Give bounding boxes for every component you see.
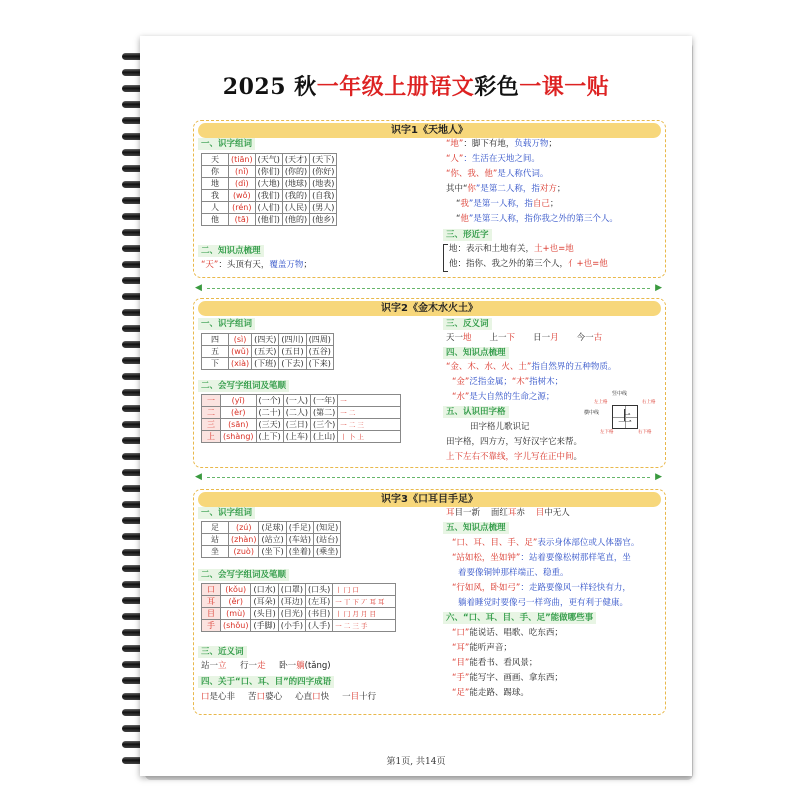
tzg2-b: 正中间 bbox=[548, 452, 574, 462]
top-e: 赤 bbox=[516, 508, 525, 518]
lesson3-sec4: 四、关于“口、耳、目”的四字成语 bbox=[198, 676, 334, 688]
word-cell: (四周) bbox=[306, 334, 333, 346]
lesson3-sec6: 六、“口、耳、目、手、足”能做哪些事 bbox=[443, 612, 596, 624]
k2-c: “木” bbox=[511, 377, 530, 387]
top-d: 耳 bbox=[507, 508, 517, 518]
antonym-right: 地 bbox=[463, 333, 472, 343]
word-cell: (书目) bbox=[305, 608, 332, 620]
ni-b: 你 bbox=[467, 184, 476, 194]
tzg-line2 bbox=[446, 451, 582, 464]
organ: “耳” bbox=[452, 643, 470, 653]
pinyin-cell: (wǔ) bbox=[229, 346, 252, 358]
stroke-order-cell bbox=[338, 407, 401, 419]
top-f: 目 bbox=[535, 508, 545, 518]
word-cell: (人民) bbox=[282, 202, 309, 214]
wo-a: “ bbox=[456, 199, 461, 209]
ability-item bbox=[452, 672, 563, 685]
jin-c: 行一 bbox=[240, 661, 258, 671]
ability-item bbox=[452, 687, 529, 700]
p1-b: 表示身体部位或人体器官。 bbox=[537, 538, 640, 548]
word-cell: (上山) bbox=[311, 431, 338, 443]
table-row bbox=[202, 358, 334, 370]
xj2-formula: 亻+也=他 bbox=[568, 259, 608, 269]
word-cell: (我们) bbox=[255, 190, 282, 202]
char-cell: 目 bbox=[202, 608, 221, 620]
table-row bbox=[202, 346, 334, 358]
tian-hl: 覆盖万物 bbox=[269, 260, 304, 270]
stroke-order: 一 丅 下 丆 耳 耳 bbox=[335, 598, 385, 606]
word-cell: (天下) bbox=[310, 154, 337, 166]
ability-text: 能听声音； bbox=[469, 643, 512, 653]
antonym-left: 天一 bbox=[446, 333, 464, 343]
pinyin-cell: (sì) bbox=[229, 334, 252, 346]
word-cell: (口头) bbox=[305, 584, 332, 596]
word-cell: (坐着) bbox=[286, 546, 313, 558]
table-row bbox=[202, 334, 334, 346]
p3-b: ：走路要像风一样轻快有力， bbox=[520, 583, 631, 593]
word-cell: (耳朵) bbox=[251, 596, 278, 608]
pinyin-cell: (tā) bbox=[229, 214, 256, 226]
lesson2-sec3: 三、反义词 bbox=[443, 318, 492, 330]
table-row bbox=[202, 534, 341, 546]
k2-d: 指树木； bbox=[529, 377, 564, 387]
table-row bbox=[202, 620, 396, 632]
tian-key: “天” bbox=[201, 260, 219, 270]
pinyin-cell: (zhàn) bbox=[229, 534, 259, 546]
tzg-title: 田字格儿歌识记 bbox=[470, 422, 530, 432]
pinyin-cell: (rén) bbox=[229, 202, 256, 214]
table-row bbox=[202, 395, 401, 407]
word-cell: (你的) bbox=[282, 166, 309, 178]
char-cell: 天 bbox=[202, 154, 229, 166]
char-cell: 手 bbox=[202, 620, 221, 632]
char-cell: 足 bbox=[202, 522, 229, 534]
lesson1-word-table bbox=[201, 153, 337, 226]
stroke-order-cell bbox=[333, 608, 396, 620]
word-cell: (二十) bbox=[256, 407, 283, 419]
lesson2-sec2: 二、会写字组词及笔顺 bbox=[198, 380, 289, 392]
pinyin-cell: (shǒu) bbox=[221, 620, 251, 632]
lesson1-sec2: 二、知识点梳理 bbox=[198, 245, 264, 257]
char-cell: 坐 bbox=[202, 546, 229, 558]
word-cell: (站台) bbox=[313, 534, 340, 546]
ta-b: 他 bbox=[460, 214, 469, 224]
lesson1-xj2 bbox=[449, 258, 608, 271]
separator-2: ◀ ▶ bbox=[195, 472, 662, 482]
lesson2-sec1: 一、识字组词 bbox=[198, 318, 255, 330]
char-cell: 二 bbox=[202, 407, 221, 419]
word-cell: (他们) bbox=[255, 214, 282, 226]
lesson1-xj1 bbox=[449, 243, 574, 256]
lesson1-sec1: 一、识字组词 bbox=[198, 138, 255, 150]
tzg-yx: 右下格 bbox=[638, 430, 652, 435]
pinyin-cell: (xià) bbox=[229, 358, 252, 370]
k1-key: “金、木、水、火、土” bbox=[446, 362, 532, 372]
word-cell: (五谷) bbox=[306, 346, 333, 358]
tian-text: ：头顶有天， bbox=[218, 260, 270, 270]
word-cell: (五日) bbox=[279, 346, 306, 358]
table-row bbox=[202, 178, 337, 190]
char-cell: 上 bbox=[202, 431, 221, 443]
k3-b: 是大自然的生命之源； bbox=[469, 392, 555, 402]
xj1-formula: 土+也=地 bbox=[534, 244, 574, 254]
lesson1-tian bbox=[201, 259, 312, 272]
k3-a: “水” bbox=[452, 392, 470, 402]
word-cell: (一年) bbox=[311, 395, 338, 407]
wo-b: 我 bbox=[460, 199, 469, 209]
antonym-right: 古 bbox=[593, 333, 603, 343]
lesson2-sec4: 四、知识点梳理 bbox=[443, 347, 509, 359]
p2-a: “站如松，坐如钟” bbox=[452, 553, 521, 563]
pinyin-cell: (zú) bbox=[229, 522, 259, 534]
ability-text: 能说话、唱歌、吃东西； bbox=[469, 628, 563, 638]
lesson3-top-idioms bbox=[446, 507, 570, 520]
word-cell: (目光) bbox=[278, 608, 305, 620]
table-row bbox=[202, 546, 341, 558]
lesson1-wo bbox=[456, 198, 558, 211]
stroke-order: 丨 冂 月 月 目 bbox=[335, 610, 376, 618]
jin-f: 躺 bbox=[296, 661, 305, 671]
tzg-ys: 右上格 bbox=[642, 400, 656, 405]
table-row bbox=[202, 166, 337, 178]
title-lesson: 一课一贴 bbox=[519, 74, 610, 100]
title-season: 秋 bbox=[294, 74, 317, 100]
k2-b: 泛指金属； bbox=[469, 377, 512, 387]
word-cell: (天气) bbox=[255, 154, 282, 166]
word-cell: (你好) bbox=[310, 166, 337, 178]
lesson3-p2 bbox=[452, 552, 631, 565]
tzg-zx: 左下格 bbox=[600, 430, 614, 435]
stroke-order-cell bbox=[338, 431, 401, 443]
bracket bbox=[443, 244, 448, 272]
top-a: 耳 bbox=[446, 508, 455, 518]
ta-a: “ bbox=[456, 214, 461, 224]
antonym-left: 今一 bbox=[576, 333, 594, 343]
word-cell: (上下) bbox=[256, 431, 283, 443]
table-row bbox=[202, 190, 337, 202]
antonym-left: 上一 bbox=[489, 333, 507, 343]
char-cell: 他 bbox=[202, 214, 229, 226]
word-cell: (一个) bbox=[256, 395, 283, 407]
word-cell: (下来) bbox=[306, 358, 333, 370]
word-cell: (三个) bbox=[311, 419, 338, 431]
ta-c: ”是第三人称，指你我之外的第三个人。 bbox=[468, 214, 618, 224]
title-color: 彩色 bbox=[474, 74, 520, 100]
tianzige-diagram: 上 bbox=[612, 405, 638, 429]
tzg-heng: 横中线 bbox=[584, 410, 600, 416]
lesson1-ta bbox=[456, 213, 618, 226]
char-cell: 耳 bbox=[202, 596, 221, 608]
word-cell: (上车) bbox=[283, 431, 310, 443]
idiom: 苦口婆心 bbox=[248, 692, 283, 702]
k1-text: 指自然界的五种物质。 bbox=[531, 362, 617, 372]
lesson2-antonyms bbox=[446, 332, 620, 345]
pinyin-cell: (ěr) bbox=[221, 596, 251, 608]
char-cell: 地 bbox=[202, 178, 229, 190]
word-cell: (左耳) bbox=[305, 596, 332, 608]
stroke-order: 丨 卜 上 bbox=[340, 433, 364, 441]
word-cell: (站立) bbox=[259, 534, 286, 546]
ability-item bbox=[452, 627, 563, 640]
word-cell: (三日) bbox=[283, 419, 310, 431]
lesson3-p3 bbox=[452, 582, 631, 595]
lesson2-k1 bbox=[446, 361, 616, 374]
word-cell: (地球) bbox=[282, 178, 309, 190]
organ: “口” bbox=[452, 628, 470, 638]
nwt-text: 是人称代词。 bbox=[497, 169, 549, 179]
word-cell: (下去) bbox=[279, 358, 306, 370]
table-row bbox=[202, 584, 396, 596]
title-year: 2025 bbox=[222, 74, 286, 100]
jin-a: 站一 bbox=[201, 661, 219, 671]
tzg2-a: 上下左右不靠线，字儿写在 bbox=[446, 452, 549, 462]
lesson3-word-table bbox=[201, 521, 341, 558]
char-cell: 三 bbox=[202, 419, 221, 431]
lesson3-p2c: 着要像铜钟那样端正、稳重。 bbox=[458, 568, 569, 578]
char-cell: 人 bbox=[202, 202, 229, 214]
word-cell: (第二) bbox=[311, 407, 338, 419]
table-row bbox=[202, 407, 401, 419]
lesson3-idioms bbox=[201, 691, 389, 704]
top-b: 目一新 bbox=[454, 508, 481, 518]
ren-text: ：生活在天地之间。 bbox=[463, 154, 540, 164]
word-cell: (男人) bbox=[310, 202, 337, 214]
di-end: ； bbox=[548, 139, 557, 149]
word-cell: (人们) bbox=[255, 202, 282, 214]
title-grade: 一年级上册语文 bbox=[316, 74, 475, 100]
word-cell: (二人) bbox=[283, 407, 310, 419]
di-hl: 负载万物 bbox=[514, 139, 549, 149]
word-cell: (五天) bbox=[252, 346, 279, 358]
word-cell: (口水) bbox=[251, 584, 278, 596]
char-cell: 五 bbox=[202, 346, 229, 358]
ni-d: 对方 bbox=[539, 184, 557, 194]
word-cell: (四天) bbox=[252, 334, 279, 346]
pinyin-cell: (èr) bbox=[221, 407, 257, 419]
tzg-zs: 左上格 bbox=[594, 400, 608, 405]
jin-g: (tǎng) bbox=[304, 661, 331, 671]
pinyin-cell: (zuò) bbox=[229, 546, 259, 558]
lesson2-header: 识字2《金木水火土》 bbox=[198, 301, 661, 316]
stroke-order-cell bbox=[333, 596, 396, 608]
ni-a: 其中“ bbox=[446, 184, 468, 194]
pinyin-cell: (mù) bbox=[221, 608, 251, 620]
word-cell: (坐下) bbox=[259, 546, 286, 558]
pinyin-cell: (wǒ) bbox=[229, 190, 256, 202]
ren-key: “人” bbox=[446, 154, 464, 164]
lesson3-p1 bbox=[452, 537, 639, 550]
pinyin-cell: (kǒu) bbox=[221, 584, 251, 596]
organ: “足” bbox=[452, 688, 470, 698]
page-footer: 第1页, 共14页 bbox=[386, 757, 446, 767]
wo-c: ”是第一人称，指 bbox=[468, 199, 533, 209]
tzg-shu: 竖中线 bbox=[612, 391, 628, 397]
word-cell: (口罩) bbox=[278, 584, 305, 596]
nwt-key: “你、我、他” bbox=[446, 169, 498, 179]
ni-e: ； bbox=[556, 184, 566, 194]
word-cell: (下班) bbox=[252, 358, 279, 370]
table-row bbox=[202, 419, 401, 431]
top-c: 面红 bbox=[490, 508, 508, 518]
word-cell: (我的) bbox=[282, 190, 309, 202]
lesson2-write-table bbox=[201, 394, 401, 443]
wo-d: 自己 bbox=[532, 199, 550, 209]
word-cell: (他的) bbox=[282, 214, 309, 226]
table-row bbox=[202, 154, 337, 166]
table-row bbox=[202, 431, 401, 443]
lesson3-write-table bbox=[201, 583, 396, 632]
p3-a: “行如风，卧如弓” bbox=[452, 583, 521, 593]
lesson1-ni bbox=[446, 183, 565, 196]
idiom: 心直口快 bbox=[295, 692, 330, 702]
lesson1-sec3: 三、形近字 bbox=[443, 229, 492, 241]
pinyin-cell: (nǐ) bbox=[229, 166, 256, 178]
char-cell: 站 bbox=[202, 534, 229, 546]
tzg2-c: 。 bbox=[573, 452, 583, 462]
ability-text: 能走路、踢球。 bbox=[469, 688, 529, 698]
word-cell: (你们) bbox=[255, 166, 282, 178]
antonym-left: 日一 bbox=[533, 333, 551, 343]
organ: “目” bbox=[452, 658, 470, 668]
stroke-order-cell bbox=[338, 419, 401, 431]
stroke-order: 一 二 三 bbox=[340, 421, 364, 429]
ability-item bbox=[452, 642, 512, 655]
lesson3-sec5: 五、知识点梳理 bbox=[443, 522, 509, 534]
word-cell: (天才) bbox=[282, 154, 309, 166]
separator-1: ◀ ▶ bbox=[195, 283, 662, 293]
word-cell: (小手) bbox=[278, 620, 305, 632]
lesson2-k3 bbox=[452, 391, 554, 404]
word-cell: (人手) bbox=[305, 620, 332, 632]
pinyin-cell: (tiān) bbox=[229, 154, 256, 166]
stroke-order-cell bbox=[338, 395, 401, 407]
char-cell: 下 bbox=[202, 358, 229, 370]
jin-b: 立 bbox=[218, 661, 227, 671]
word-cell: (知足) bbox=[313, 522, 340, 534]
word-cell: (头目) bbox=[251, 608, 278, 620]
jin-e: 卧一 bbox=[279, 661, 297, 671]
stroke-order: 一 二 三 手 bbox=[335, 622, 368, 630]
pinyin-cell: (yī) bbox=[221, 395, 257, 407]
pinyin-cell: (dì) bbox=[229, 178, 256, 190]
char-cell: 我 bbox=[202, 190, 229, 202]
table-row bbox=[202, 522, 341, 534]
di-text: ：脚下有地， bbox=[463, 139, 515, 149]
table-row bbox=[202, 608, 396, 620]
word-cell: (地表) bbox=[310, 178, 337, 190]
word-cell: (他乡) bbox=[310, 214, 337, 226]
lesson3-p3c: 躺着睡觉时要像弓一样弯曲，更有利于健康。 bbox=[458, 598, 629, 608]
stroke-order: 丨 冂 口 bbox=[335, 586, 359, 594]
word-cell: (自我) bbox=[310, 190, 337, 202]
lesson2-word-table bbox=[201, 333, 334, 370]
jin-d: 走 bbox=[257, 661, 266, 671]
lesson1-header: 识字1《天地人》 bbox=[198, 123, 661, 138]
char-cell: 你 bbox=[202, 166, 229, 178]
tzg-line1: 田字格，四方方，写好汉字它来帮。 bbox=[446, 437, 583, 447]
word-cell: (三天) bbox=[256, 419, 283, 431]
stroke-order: 一 二 bbox=[340, 409, 356, 417]
lesson3-sec3: 三、近义词 bbox=[198, 646, 247, 658]
stroke-order-cell bbox=[333, 620, 396, 632]
lesson2-sec5: 五、认识田字格 bbox=[443, 406, 509, 418]
word-cell: (乘坐) bbox=[313, 546, 340, 558]
char-cell: 四 bbox=[202, 334, 229, 346]
table-row bbox=[202, 202, 337, 214]
table-row bbox=[202, 596, 396, 608]
xj1-text: 地：表示和土地有关， bbox=[449, 244, 535, 254]
ability-text: 能写字、画画、拿东西； bbox=[469, 673, 563, 683]
lesson3-header: 识字3《口耳目手足》 bbox=[198, 492, 661, 507]
p1-a: “口、耳、目、手、足” bbox=[452, 538, 538, 548]
word-cell: (耳边) bbox=[278, 596, 305, 608]
antonym-right: 下 bbox=[506, 333, 516, 343]
char-cell: 一 bbox=[202, 395, 221, 407]
word-cell: (一人) bbox=[283, 395, 310, 407]
word-cell: (手足) bbox=[286, 522, 313, 534]
idiom: 口是心非 bbox=[201, 692, 236, 702]
organ: “手” bbox=[452, 673, 470, 683]
pinyin-cell: (shàng) bbox=[221, 431, 257, 443]
lesson3-sec2: 二、会写字组词及笔顺 bbox=[198, 569, 289, 581]
ability-text: 能看书、看风景； bbox=[469, 658, 538, 668]
idiom: 一目十行 bbox=[342, 692, 377, 702]
table-row bbox=[202, 214, 337, 226]
word-cell: (手脚) bbox=[251, 620, 278, 632]
page-title bbox=[140, 70, 692, 101]
lesson1-nwt bbox=[446, 168, 548, 181]
pinyin-cell: (sān) bbox=[221, 419, 257, 431]
ni-c: ”是第二人称，指 bbox=[475, 184, 540, 194]
lesson1-di bbox=[446, 138, 557, 151]
k2-a: “金” bbox=[452, 377, 470, 387]
word-cell: (大地) bbox=[255, 178, 282, 190]
top-g: 中无人 bbox=[544, 508, 570, 518]
word-cell: (四川) bbox=[279, 334, 306, 346]
di-key: “地” bbox=[446, 139, 464, 149]
xj2-text: 他：指你、我之外的第三个人， bbox=[449, 259, 569, 269]
ability-item bbox=[452, 657, 537, 670]
tian-end: ； bbox=[303, 260, 312, 270]
p2-b: ：站着要像松树那样笔直，坐 bbox=[520, 553, 631, 563]
char-cell: 口 bbox=[202, 584, 221, 596]
wo-e: ； bbox=[549, 199, 559, 209]
stroke-order: 一 bbox=[340, 397, 347, 405]
lesson3-synonyms bbox=[201, 660, 331, 673]
stroke-order-cell bbox=[333, 584, 396, 596]
antonym-right: 月 bbox=[550, 333, 559, 343]
lesson1-ren bbox=[446, 153, 540, 166]
word-cell: (足球) bbox=[259, 522, 286, 534]
word-cell: (车站) bbox=[286, 534, 313, 546]
lesson2-k2 bbox=[452, 376, 563, 389]
lesson3-sec1: 一、识字组词 bbox=[198, 507, 255, 519]
